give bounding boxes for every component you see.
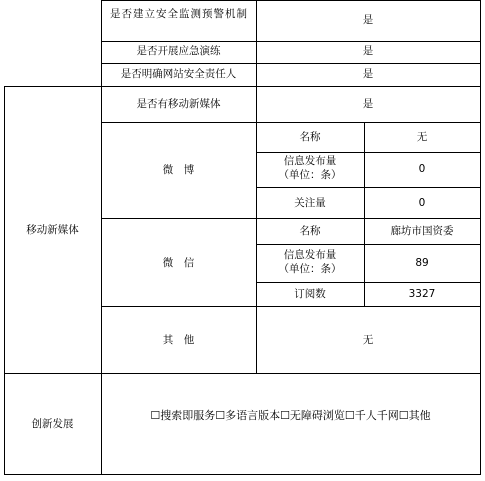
weibo-followers-label: 关注量: [294, 197, 326, 209]
emergency-drill-value: 是: [362, 45, 374, 57]
weibo-posts-label-line1: 信息发布量: [283, 155, 337, 167]
table-border: [101, 218, 480, 219]
table-border: [101, 122, 480, 123]
weibo-posts-value: 0: [418, 163, 426, 175]
weibo-followers-value: 0: [418, 197, 426, 209]
wechat-subscribers-value: 3327: [408, 288, 436, 300]
emergency-drill-label: 是否开展应急演练: [136, 45, 221, 57]
table-border: [101, 63, 480, 64]
has-mobile-media-label: 是否有移动新媒体: [136, 98, 221, 110]
table-border: [364, 122, 365, 306]
has-mobile-media-value: 是: [362, 98, 374, 110]
security-monitoring-value: 是: [362, 14, 374, 26]
weibo-name-label: 名称: [299, 131, 321, 143]
table-border: [256, 187, 480, 188]
wechat-name-value: 廊坊市国资委: [390, 225, 454, 237]
wechat-posts-label-line1: 信息发布量: [283, 249, 337, 261]
wechat-posts-label-line2: （单位：条）: [278, 263, 342, 275]
weibo-posts-label-line2: （单位：条）: [278, 169, 342, 181]
table-border: [4, 474, 480, 475]
other-value: 无: [362, 334, 374, 346]
other-label: 其 他: [162, 334, 195, 346]
weibo-name-value: 无: [416, 131, 428, 143]
innovation-section-label: 创新发展: [31, 418, 74, 430]
table-border: [101, 0, 480, 1]
weibo-label: 微 博: [162, 164, 195, 176]
responsible-person-value: 是: [362, 68, 374, 80]
table-border: [480, 0, 481, 475]
responsible-person-label: 是否明确网站安全责任人: [120, 68, 237, 80]
mobile-media-section-label: 移动新媒体: [26, 224, 79, 236]
wechat-label: 微 信: [162, 257, 195, 269]
wechat-subscribers-label: 订阅数: [294, 288, 326, 300]
table-border: [101, 41, 480, 42]
table-border: [4, 86, 480, 87]
table-border: [101, 306, 480, 307]
wechat-name-label: 名称: [299, 225, 321, 237]
innovation-options: ☐搜索即服务☐多语言版本☐无障碍浏览☐千人千网☐其他: [150, 409, 431, 422]
table-border: [256, 282, 480, 283]
table-border: [4, 86, 5, 475]
wechat-posts-value: 89: [415, 257, 429, 269]
table-border: [4, 373, 480, 374]
security-monitoring-label: 是否建立安全监测预警机制: [110, 8, 248, 20]
table-border: [256, 244, 480, 245]
table-border: [256, 152, 480, 153]
